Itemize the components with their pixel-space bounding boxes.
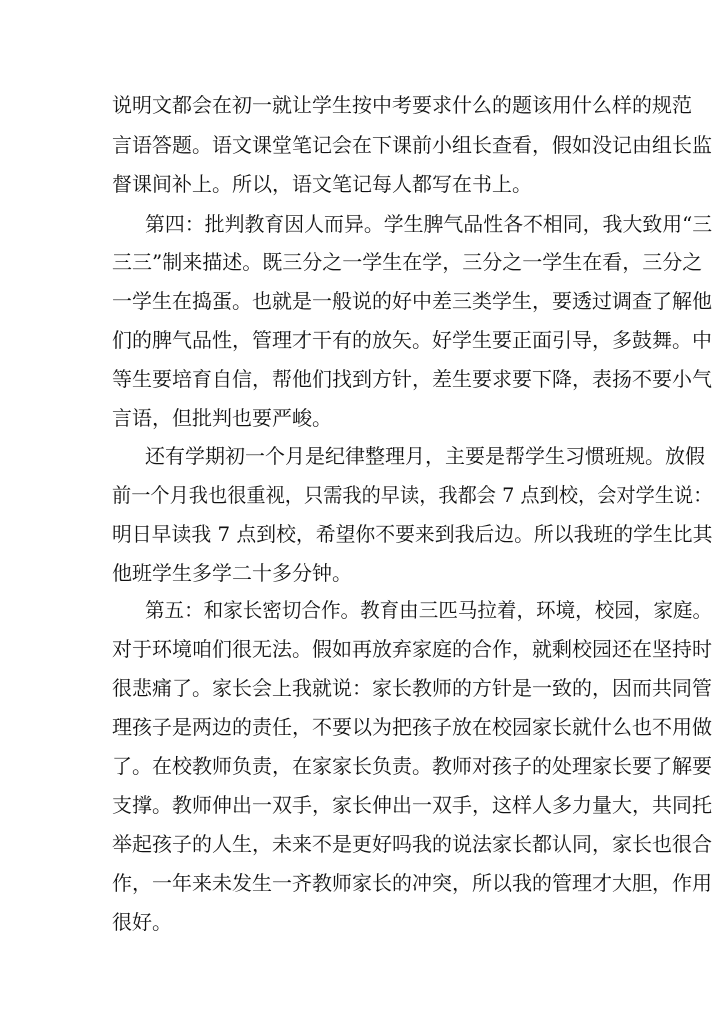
paragraph-2-line-6: 言语，但批判也要严峻。 [112,406,332,430]
paragraph-4-line-4: 理孩子是两边的责任，不要以为把孩子放在校园家长就什么也不用做 [112,715,712,739]
paragraph-3-line-3: 明日早读我 7 点到校，希望你不要来到我后边。所以我班的学生比其 [112,522,713,546]
paragraph-4-line-9: 很好。 [112,910,172,934]
paragraph-1-line-1: 说明文都会在初一就让学生按中考要求什么的题该用什么样的规范 [112,93,692,117]
paragraph-4-line-1: 第五：和家长密切合作。教育由三匹马拉着，环境，校园，家庭。 [145,598,713,622]
paragraph-3-line-1: 还有学期初一个月是纪律整理月，主要是帮学生习惯班规。放假 [145,444,705,468]
paragraph-2-line-3: 一学生在捣蛋。也就是一般说的好中差三类学生，要透过调查了解他 [112,289,712,313]
paragraph-4-line-6: 支撑。教师伸出一双手，家长伸出一双手，这样人多力量大，共同托 [112,793,712,817]
paragraph-2-line-5: 等生要培育自信，帮他们找到方针，差生要求要下降，表扬不要小气 [112,367,712,391]
paragraph-2-line-2: 三三”制来描述。既三分之一学生在学，三分之一学生在看，三分之 [112,250,703,274]
paragraph-1-line-2: 言语答题。语文课堂笔记会在下课前小组长查看，假如没记由组长监 [112,133,712,157]
paragraph-3-line-4: 他班学生多学二十多分钟。 [112,561,352,585]
paragraph-4-line-2: 对于环境咱们很无法。假如再放弃家庭的合作，就剩校园还在坚持时 [112,637,712,661]
paragraph-4-line-5: 了。在校教师负责，在家家长负责。教师对孩子的处理家长要了解要 [112,754,712,778]
paragraph-4-line-7: 举起孩子的人生，未来不是更好吗我的说法家长都认同，家长也很合 [112,832,712,856]
paragraph-4-line-3: 很悲痛了。家长会上我就说：家长教师的方针是一致的，因而共同管 [112,676,712,700]
paragraph-1-line-3: 督课间补上。所以，语文笔记每人都写在书上。 [112,172,532,196]
paragraph-4-line-8: 作，一年来未发生一齐教师家长的冲突，所以我的管理才大胆，作用 [112,871,712,895]
paragraph-2-line-1: 第四：批判教育因人而异。学生脾气品性各不相同，我大致用“三 [145,212,713,236]
paragraph-3-line-2: 前一个月我也很重视，只需我的早读，我都会 7 点到校，会对学生说： [112,483,713,507]
paragraph-2-line-4: 们的脾气品性，管理才干有的放矢。好学生要正面引导，多鼓舞。中 [112,328,712,352]
